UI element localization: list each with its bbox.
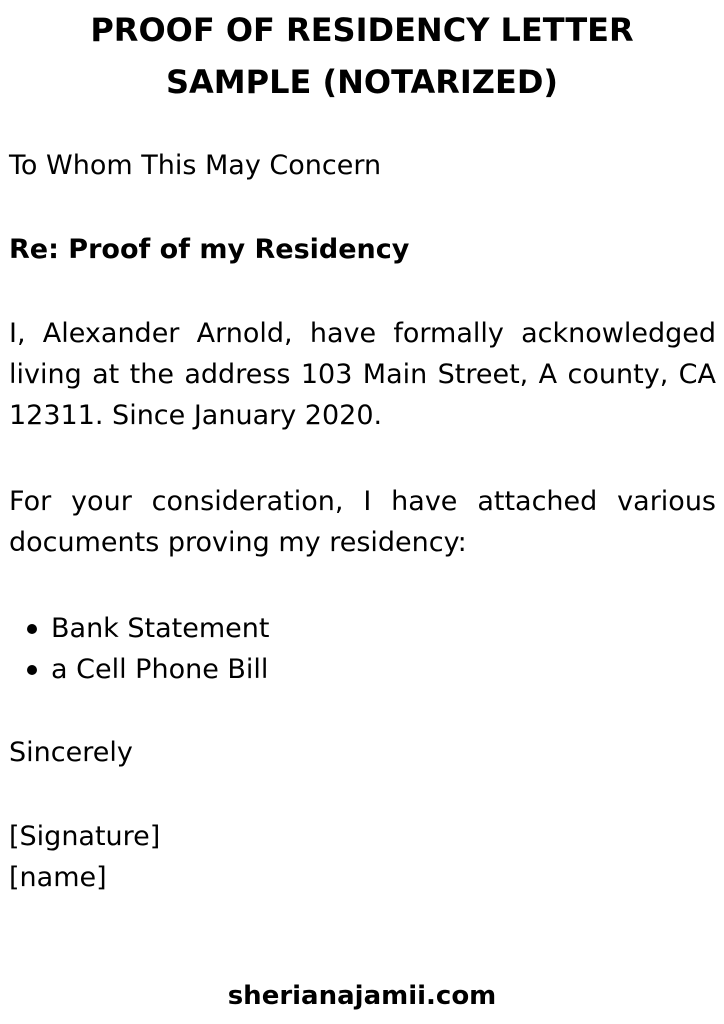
page-title bbox=[0, 4, 724, 108]
attachments-list bbox=[27, 608, 269, 690]
title-line-2: SAMPLE (NOTARIZED) bbox=[165, 63, 558, 101]
bullet-icon bbox=[27, 665, 37, 675]
footer-website: sherianajamii.com bbox=[227, 981, 497, 1011]
name-placeholder: [name] bbox=[9, 862, 107, 893]
signature-placeholder: [Signature] bbox=[9, 821, 161, 852]
salutation: To Whom This May Concern bbox=[9, 150, 382, 181]
list-item bbox=[27, 608, 269, 649]
residency-paragraph: I, Alexander Arnold, have formally acknowledged living at the address 103 Main Street, A county, CA 12311. Since January 2020. bbox=[9, 318, 716, 431]
attachment-label: Bank Statement bbox=[51, 613, 270, 644]
list-item bbox=[27, 649, 269, 690]
bullet-icon bbox=[27, 624, 37, 634]
attachment-label: a Cell Phone Bill bbox=[51, 654, 269, 685]
subject-line: Re: Proof of my Residency bbox=[9, 234, 410, 265]
title-line-1: PROOF OF RESIDENCY LETTER bbox=[90, 11, 634, 49]
attachments-intro-paragraph: For your consideration, I have attached various documents proving my residency: bbox=[9, 486, 716, 558]
closing: Sincerely bbox=[9, 737, 133, 768]
